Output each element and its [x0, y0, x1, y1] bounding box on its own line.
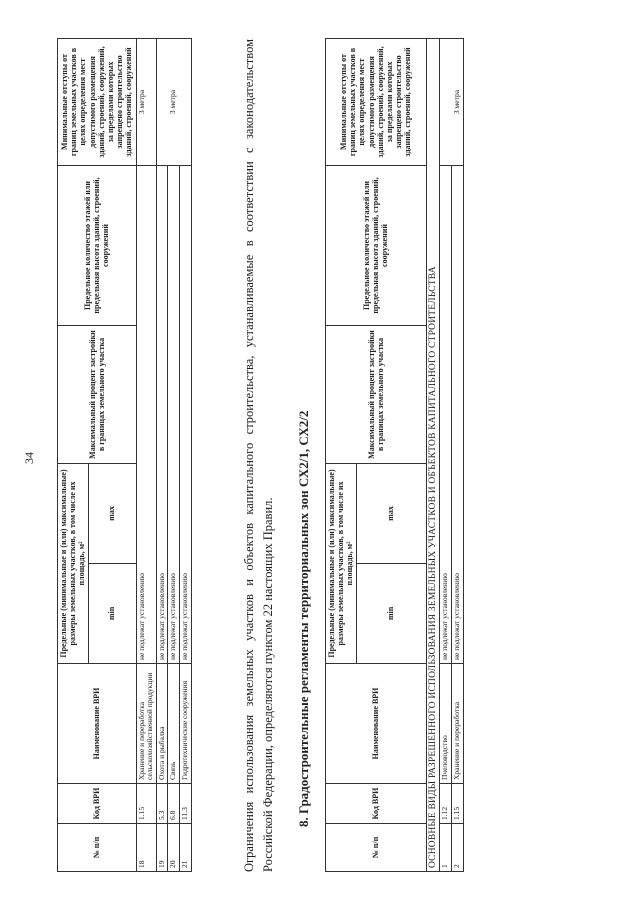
header-max: max: [88, 464, 136, 564]
cell-num: 18: [136, 824, 156, 872]
header-num: № п/п: [58, 824, 137, 872]
cell-code: 1.12: [440, 784, 452, 824]
section-heading: 8. Градостроительные регламенты территориальных зон СХ2/1, СХ2/2: [296, 410, 311, 827]
header-min: min: [356, 564, 426, 664]
header-max: max: [356, 464, 426, 564]
cell-code: 11.3: [180, 784, 192, 824]
header-floors: Предельное количество этажей или предельная высота зданий, строений, сооружений: [326, 166, 427, 326]
cell-num: 21: [180, 824, 192, 872]
restrictions-paragraph: Ограничения использования земельных участков и объектов капитального строительства, устанавливаемые в соответствии с законодательством Российской Федерации, определяются пунктом 22 настоящих Правил.: [242, 39, 275, 872]
header-sizes: Предельные (минимальные и (или) максимальные) размеры земельных участков, в том числе их площадь, м²: [58, 464, 89, 664]
header-setback: Минимальные отступы от границ земельных участков в целях определения мест допустимого размещения зданий, строений, сооружений, за пределами которых запрещено строительство зданий, строений, сооружений: [58, 39, 137, 166]
table-row: [440, 39, 452, 872]
cell-setback: 3 метра: [156, 39, 191, 166]
header-min: min: [88, 564, 136, 664]
section-title-row: [426, 39, 440, 872]
cell-name: Хранение и переработка: [452, 664, 464, 784]
header-code: Код ВРИ: [58, 784, 137, 824]
table-row: [136, 39, 156, 872]
cell-code: 1.15: [452, 784, 464, 824]
cell-name: Хранение и переработка сельскохозяйственной продукции: [136, 664, 156, 784]
header-name: Наименование ВРИ: [58, 664, 137, 784]
cell-code: 5.3: [156, 784, 168, 824]
header-percent: Максимальный процент застройки в границах земельного участка: [326, 326, 427, 464]
cell-minmax: не подлежат установлению: [168, 166, 180, 664]
cell-num: 19: [156, 824, 168, 872]
cell-num: 2: [452, 824, 464, 872]
regulations-table-1: [57, 38, 192, 872]
header-percent: Максимальный процент застройки в границах земельного участка: [58, 326, 137, 464]
header-num: № п/п: [326, 824, 427, 872]
cell-minmax: не подлежат установлению: [156, 166, 168, 664]
cell-setback: 3 метра: [440, 39, 463, 166]
section-title: ОСНОВНЫЕ ВИДЫ РАЗРЕШЕННОГО ИСПОЛЬЗОВАНИЯ ЗЕМЕЛЬНЫХ УЧАСТКОВ И ОБЪЕКТОВ КАПИТАЛЬНОГО СТРОИТЕЛЬСТВА: [426, 39, 440, 872]
cell-minmax: не подлежат установлению: [136, 166, 156, 664]
header-sizes: Предельные (минимальные и (или) максимальные) размеры земельных участков, в том числе их площадь, м²: [326, 464, 357, 664]
header-name: Наименование ВРИ: [326, 664, 427, 784]
header-floors: Предельное количество этажей или предельная высота зданий, строений, сооружений: [58, 166, 137, 326]
cell-minmax: не подлежат установлению: [440, 166, 452, 664]
cell-minmax: не подлежат установлению: [452, 166, 464, 664]
cell-code: 1.15: [136, 784, 156, 824]
cell-name: Гидротехнические сооружения: [180, 664, 192, 784]
header-setback: Минимальные отступы от границ земельных участков в целях определения мест допустимого размещения зданий, строений, сооружений, за пределами которых запрещено строительство зданий, строений, сооружений: [326, 39, 427, 166]
header-code: Код ВРИ: [326, 784, 427, 824]
cell-setback: 3 метра: [136, 39, 156, 166]
cell-num: 20: [168, 824, 180, 872]
page-number: 34: [22, 452, 36, 464]
regulations-table-2: [325, 38, 464, 872]
cell-num: 1: [440, 824, 452, 872]
cell-name: Пчеловодство: [440, 664, 452, 784]
cell-name: Охота и рыбалка: [156, 664, 168, 784]
cell-name: Связь: [168, 664, 180, 784]
cell-minmax: не подлежат установлению: [180, 166, 192, 664]
cell-code: 6.8: [168, 784, 180, 824]
table-row: [156, 39, 168, 872]
